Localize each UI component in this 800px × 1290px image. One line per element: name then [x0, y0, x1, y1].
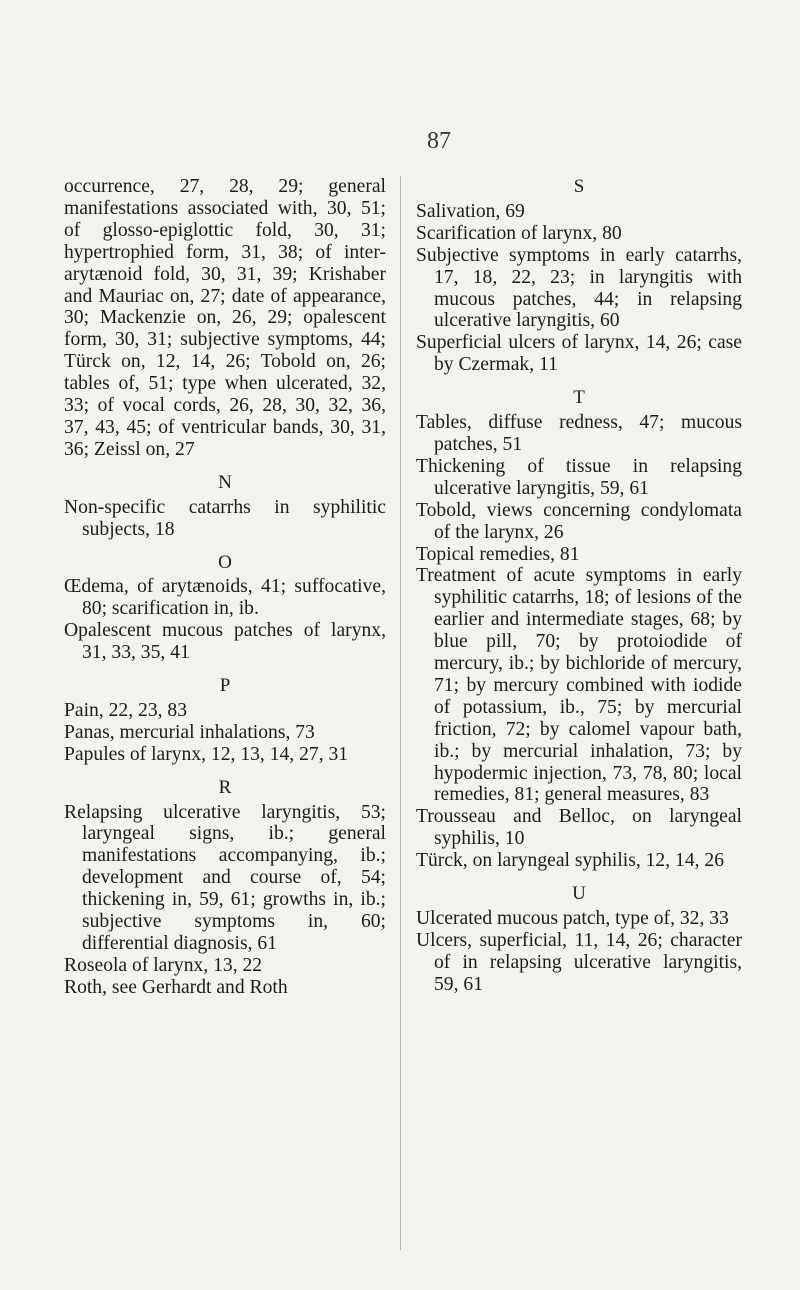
- index-entry: Subjective symptoms in early catarrhs, 17, 18, 22, 23; in laryngitis with mucous patches, 44; in relapsing ulcerative laryngitis, 60: [416, 244, 742, 332]
- column-divider: [400, 176, 401, 1250]
- index-entry: Tables, diffuse redness, 47; mucous patches, 51: [416, 412, 742, 455]
- index-entry: Œdema, of arytænoids, 41; suffocative, 80; scarification in, ib.: [64, 576, 386, 620]
- index-entry: Treatment of acute symptoms in early syphilitic catarrhs, 18; of lesions of the earlier and intermediate stages, 68; by blue pill, 70; by protoiodide of mercury, ib.; by bichloride of mercury, 71; by mercury combined with iodide of potassium, ib., 75; by mercurial friction, 72; by calomel vapour bath, ib.; by mercurial inhalation, 73; by hypodermic injection, 73, 78, 80; local remedies, 81; general measures, 83: [416, 565, 742, 806]
- index-entry: Ulcers, superficial, 11, 14, 26; character of in relapsing ulcerative laryngitis, 59, 61: [416, 929, 742, 995]
- index-entry: Superficial ulcers of larynx, 14, 26; case by Czermak, 11: [416, 332, 742, 376]
- index-entry: Tobold, views concerning condylomata of the larynx, 26: [416, 499, 742, 543]
- section-letter: U: [572, 883, 586, 905]
- index-entry: Panas, mercurial inhalations, 73: [64, 721, 315, 743]
- index-entry: Scarification of larynx, 80: [416, 222, 622, 244]
- index-entry: Non-specific catarrhs in syphilitic subjects, 18: [64, 496, 386, 540]
- index-entry: Türck, on laryngeal syphilis, 12, 14, 26: [416, 850, 725, 872]
- section-letter: S: [573, 176, 585, 197]
- index-entry: Trousseau and Belloc, on laryngeal syphilis, 10: [416, 806, 742, 850]
- index-entry: Relapsing ulcerative laryngitis, 53; laryngeal signs, ib.; general manifestations accompanying, ib.; development and course of, 54; thickening in, 59, 61; growths in, ib.; subjective symptoms in, 60; differential diagnosis, 61: [64, 801, 386, 954]
- index-entry: occurrence, 27, 28, 29; general manifestations associated with, 30, 51; of glosso-epiglottic fold, 30, 31; hypertrophied form, 31, 38; of inter-arytænoid fold, 30, 31, 39; Krishaber and Mauriac on, 27; date of appearance, 30; Mackenzie on, 26, 29; opalescent form, 30, 31; subjective symptoms, 44; Türck on, 12, 14, 26; Tobold on, 26; tables of, 51; type when ulcerated, 32, 33; of vocal cords, 26, 28, 30, 32, 36, 37, 43, 45; of ventricular bands, 30, 31, 36; Zeissl on, 27: [64, 176, 386, 460]
- page-number: 87: [427, 128, 451, 154]
- index-entry: Ulcerated mucous patch, type of, 32, 33: [416, 908, 729, 929]
- index-entry: Pain, 22, 23, 83: [64, 699, 188, 721]
- section-letter: P: [219, 675, 231, 697]
- index-column-left: [64, 176, 386, 999]
- section-letter: T: [573, 387, 585, 409]
- index-entry: Salivation, 69: [416, 200, 525, 222]
- section-letter: R: [218, 776, 232, 798]
- index-entry: Roth, see Gerhardt and Roth: [64, 976, 288, 998]
- index-entry: Thickening of tissue in relapsing ulcerative laryngitis, 59, 61: [416, 455, 742, 499]
- section-letter: N: [218, 471, 232, 493]
- index-entry: Topical remedies, 81: [416, 543, 580, 565]
- index-entry: Papules of larynx, 12, 13, 14, 27, 31: [64, 743, 349, 765]
- index-entry: Opalescent mucous patches of larynx, 31, 33, 35, 41: [64, 620, 386, 664]
- index-column-right: [416, 176, 742, 996]
- section-letter: O: [218, 551, 232, 573]
- index-entry: Roseola of larynx, 13, 22: [64, 954, 263, 976]
